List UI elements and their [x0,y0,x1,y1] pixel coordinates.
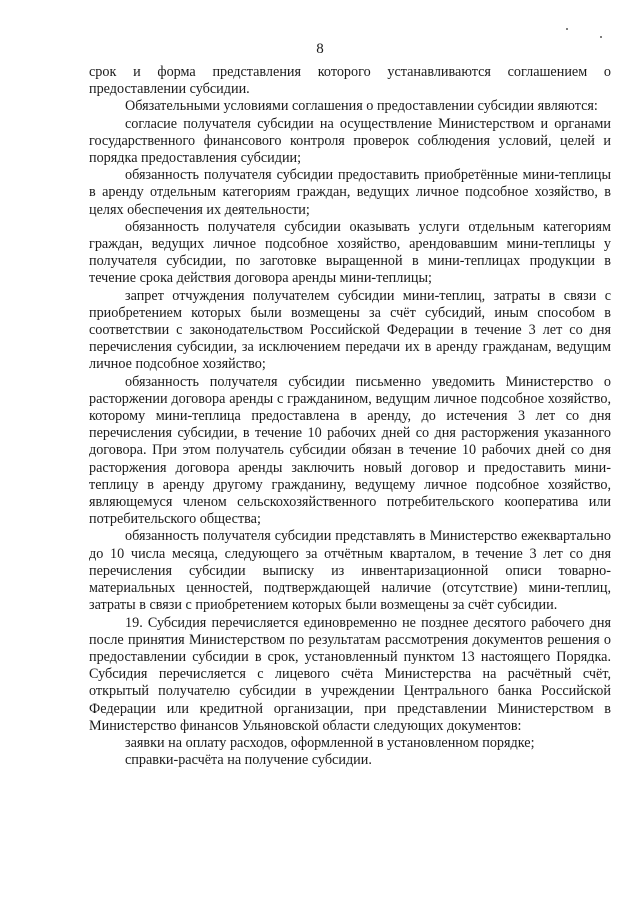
paragraph-payment-request: заявки на оплату расходов, оформленной в установленном порядке; [125,734,535,751]
paragraph-calculation-certificate: справки-расчёта на получение субсидии. [125,752,372,769]
paragraph-continuation: срок и форма представления которого устанавливаются соглашением о предоставлении субсидии. [89,64,611,98]
scan-speck [600,36,602,38]
paragraph-clause-19: 19. Субсидия перечисляется единовременно не позднее десятого рабочего дня после принятия Министерством по результатам рассмотрения документов решения о предоставлении субсидии в срок, установленный пунктом 13 настоящего Порядка. Субсидия перечисляется с лицевого счёта Министерства на расчётный счёт, открытый получателю субсидии в учреждении Центрального банка Российской Федерации или кредитной организации, при представлении Министерством в Министерство финансов Ульяновской области следующих документов: [89,614,611,734]
paragraph-reporting-obligation: обязанность получателя субсидии представлять в Министерство ежеквартально до 10 числа месяца, следующего за отчётным кварталом, в течение 3 лет со дня перечисления субсидии выписку из инвентаризационной описи товарно-материальных ценностей, подтверждающей наличие (отсутствие) мини-теплиц, затраты в связи с приобретением которых были возмещены за счёт субсидии. [89,528,611,614]
scan-speck [566,28,568,30]
paragraph-conditions-intro: Обязательными условиями соглашения о предоставлении субсидии являются: [125,98,598,115]
paragraph-alienation-ban: запрет отчуждения получателем субсидии мини-теплиц, затраты в связи с приобретением которых были возмещены за счёт субсидий, иным способом в соответствии с законодательством Российской Федерации в течение 3 лет со дня перечисления субсидии, за исключением передачи их в аренду гражданам, ведущим личное подсобное хозяйство; [89,287,611,373]
paragraph-notification-obligation: обязанность получателя субсидии письменно уведомить Министерство о расторжении договора аренды с гражданином, ведущим личное подсобное хозяйство, которому мини-теплица предоставлена в аренду, до истечения 3 лет со дня перечисления субсидии, в течение 10 рабочих дней со дня расторжения указанного договора. При этом получатель субсидии обязан в течение 10 рабочих дней со дня расторжения договора аренды заключить новый договор и предоставить мини-теплицу в аренду другому гражданину, ведущему личное подсобное хозяйство, являющемуся членом сельскохозяйственного потребительского кооператива или потребительского общества; [89,373,611,528]
paragraph-services-obligation: обязанность получателя субсидии оказывать услуги отдельным категориям граждан, ведущих личное подсобное хозяйство, арендовавшим мини-теплицы у получателя субсидии, по заготовке выращенной в мини-теплицах продукции в течение срока действия договора аренды мини-теплицы; [89,218,611,287]
page-number: 8 [316,41,324,57]
paragraph-consent: согласие получателя субсидии на осуществление Министерством и органами государственного финансового контроля проверок соблюдения условий, целей и порядка предоставления субсидии; [89,115,611,167]
document-body [89,64,611,769]
paragraph-lease-obligation: обязанность получателя субсидии предоставить приобретённые мини-теплицы в аренду отдельным категориям граждан, ведущих личное подсобное хозяйство, в целях обеспечения их деятельности; [89,167,611,218]
